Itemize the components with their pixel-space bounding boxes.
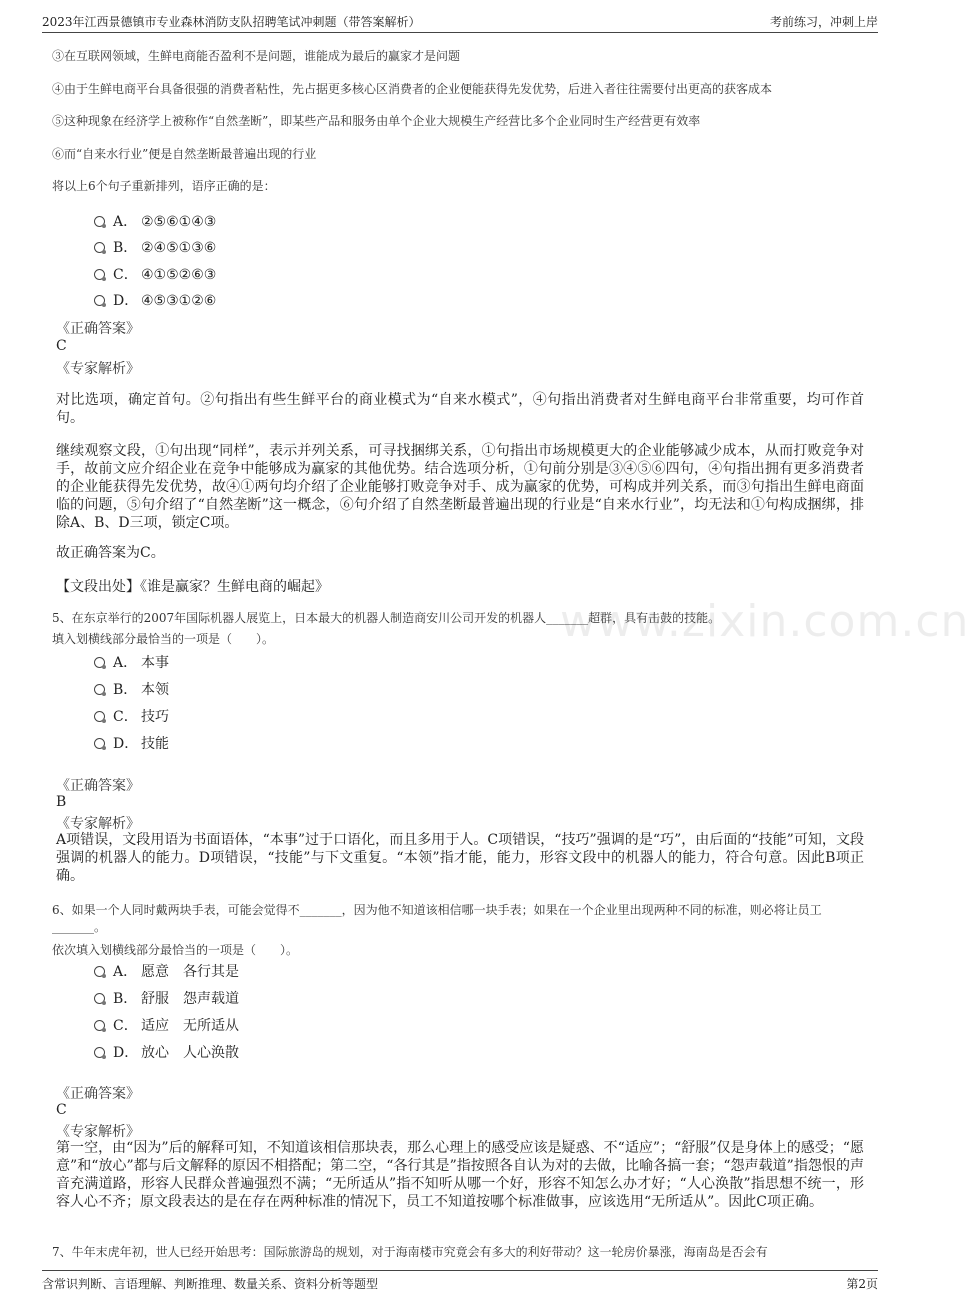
question-prompt: 将以上6个句子重新排列，语序正确的是：: [52, 179, 276, 193]
q4-option-a[interactable]: A． ②⑤⑥①④③: [94, 211, 216, 231]
q5-option-c[interactable]: C． 技巧: [94, 706, 169, 726]
analysis-label: 《专家解析》: [56, 1124, 140, 1140]
document-title: 2023年江西景德镇市专业森林消防支队招聘笔试冲刺题（带答案解析）: [42, 15, 421, 29]
q6-option-a[interactable]: A． 愿意 各行其是: [94, 961, 239, 981]
radio-icon[interactable]: [94, 738, 105, 749]
question-5: 5、在东京举行的2007年国际机器人展览上，日本最大的机器人制造商安川公司开发的机器人_______超群，具有击鼓的技能。: [52, 611, 721, 625]
analysis-label: 《专家解析》: [56, 361, 140, 377]
q6-option-c[interactable]: C． 适应 无所适从: [94, 1015, 239, 1035]
radio-icon[interactable]: [94, 657, 105, 668]
radio-icon[interactable]: [94, 684, 105, 695]
radio-icon[interactable]: [94, 295, 105, 306]
analysis-paragraph: 对比选项，确定首句。②句指出有些生鲜平台的商业模式为“自来水模式”，④句指出消费者对生鲜电商平台非常重要，均可作首句。: [56, 392, 864, 426]
answer-label: 《正确答案》: [56, 778, 140, 794]
analysis-paragraph: 继续观察文段，①句出现“同样”，表示并列关系，可寻找捆绑关系，①句指出市场规模更大的企业能够减少成本，从而打败竞争对手，故前文应介绍企业在竞争中能够成为赢家的其他优势。结合选项分析，①句前分别是③④⑤⑥四句，④句指出拥有更多消费者的企业能获得先发优势，故④①两句均介绍了企业能够打败竞争对手、成为赢家的优势，可构成并列关系，而③句指出生鲜电商面临的问题，⑤句介绍了“自然垄断”这一概念，⑥句介绍了自然垄断最普遍出现的行业是“自来水行业”，均无法和①句构成捆绑，排除A、B、D三项，锁定C项。: [56, 443, 864, 531]
footer-topics: 含常识判断、言语理解、判断推理、数量关系、资料分析等题型: [42, 1277, 379, 1291]
statement-3: ③在互联网领域，生鲜电商能否盈利不是问题，谁能成为最后的赢家才是问题: [52, 49, 461, 63]
page-footer: [42, 1270, 878, 1293]
statement-4: ④由于生鲜电商平台具备很强的消费者粘性，先占据更多核心区消费者的企业便能获得先发优势，后进入者往往需要付出更高的获客成本: [52, 82, 773, 96]
analysis-label: 《专家解析》: [56, 816, 140, 832]
watermark: www.zixin.com.cn: [560, 596, 969, 647]
answer-value: C: [56, 338, 67, 354]
q4-option-d[interactable]: D． ④⑤③①②⑥: [94, 290, 216, 310]
statement-5: ⑤这种现象在经济学上被称作“自然垄断”，即某些产品和服务由单个企业大规模生产经营比多个企业同时生产经营更有效率: [52, 114, 701, 128]
source-citation: 【文段出处】《谁是赢家？生鲜电商的崛起》: [56, 579, 329, 595]
answer-label: 《正确答案》: [56, 1086, 140, 1102]
answer-value: C: [56, 1102, 67, 1118]
q6-option-b[interactable]: B． 舒服 怨声载道: [94, 988, 239, 1008]
analysis-conclusion: 故正确答案为C。: [56, 545, 165, 561]
radio-icon[interactable]: [94, 711, 105, 722]
q6-option-d[interactable]: D． 放心 人心涣散: [94, 1042, 239, 1062]
radio-icon[interactable]: [94, 1020, 105, 1031]
page-number: 第2页: [846, 1277, 878, 1291]
statement-6: ⑥而“自来水行业”便是自然垄断最普遍出现的行业: [52, 147, 317, 161]
q5-option-d[interactable]: D． 技能: [94, 733, 169, 753]
answer-value: B: [56, 794, 67, 810]
question-7: 7、牛年末虎年初，世人已经开始思考：国际旅游岛的规划，对于海南楼市究竟会有多大的利好带动？这一轮房价暴涨，海南岛是否会有: [52, 1245, 768, 1259]
page-header: [42, 10, 878, 33]
q5-option-b[interactable]: B． 本领: [94, 679, 169, 699]
radio-icon[interactable]: [94, 1047, 105, 1058]
question-6: 6、如果一个人同时戴两块手表，可能会觉得不_______，因为他不知道该相信哪一块手表；如果在一个企业里出现两种不同的标准，则必将让员工_______。: [52, 903, 822, 934]
radio-icon[interactable]: [94, 993, 105, 1004]
question-prompt: 依次填入划横线部分最恰当的一项是（ ）。: [52, 943, 299, 957]
radio-icon[interactable]: [94, 242, 105, 253]
question-prompt: 填入划横线部分最恰当的一项是（ ）。: [52, 632, 275, 646]
q4-option-b[interactable]: B． ②④⑤①③⑥: [94, 237, 216, 257]
radio-icon[interactable]: [94, 216, 105, 227]
q5-option-a[interactable]: A． 本事: [94, 652, 169, 672]
radio-icon[interactable]: [94, 269, 105, 280]
analysis-paragraph: A项错误，文段用语为书面语体，“本事”过于口语化，而且多用于人。C项错误，“技巧”强调的是“巧”，由后面的“技能”可知，文段强调的机器人的能力。D项错误，“技能”与下文重复。“本领”指才能，能力，形容文段中的机器人的能力，符合句意。因此B项正确。: [56, 832, 864, 884]
radio-icon[interactable]: [94, 966, 105, 977]
q4-option-c[interactable]: C． ④①⑤②⑥③: [94, 264, 216, 284]
answer-label: 《正确答案》: [56, 321, 140, 337]
analysis-paragraph: 第一空，由“因为”后的解释可知，不知道该相信那块表，那么心理上的感受应该是疑惑、不“适应”；“舒服”仅是身体上的感受；“愿意”和“放心”都与后文解释的原因不相搭配；第二空，“各行其是”指按照各自认为对的去做，比喻各搞一套；“怨声载道”指怨恨的声音充满道路，形容人民群众普遍强烈不满；“无所适从”指不知听从哪一个好，形容不知怎么办才好；“人心涣散”指思想不统一，形容人心不齐；原文段表达的是在存在两种标准的情况下，员工不知道按哪个标准做事，应该选用“无所适从”。因此C项正确。: [56, 1140, 864, 1210]
header-slogan: 考前练习，冲刺上岸: [769, 15, 878, 29]
